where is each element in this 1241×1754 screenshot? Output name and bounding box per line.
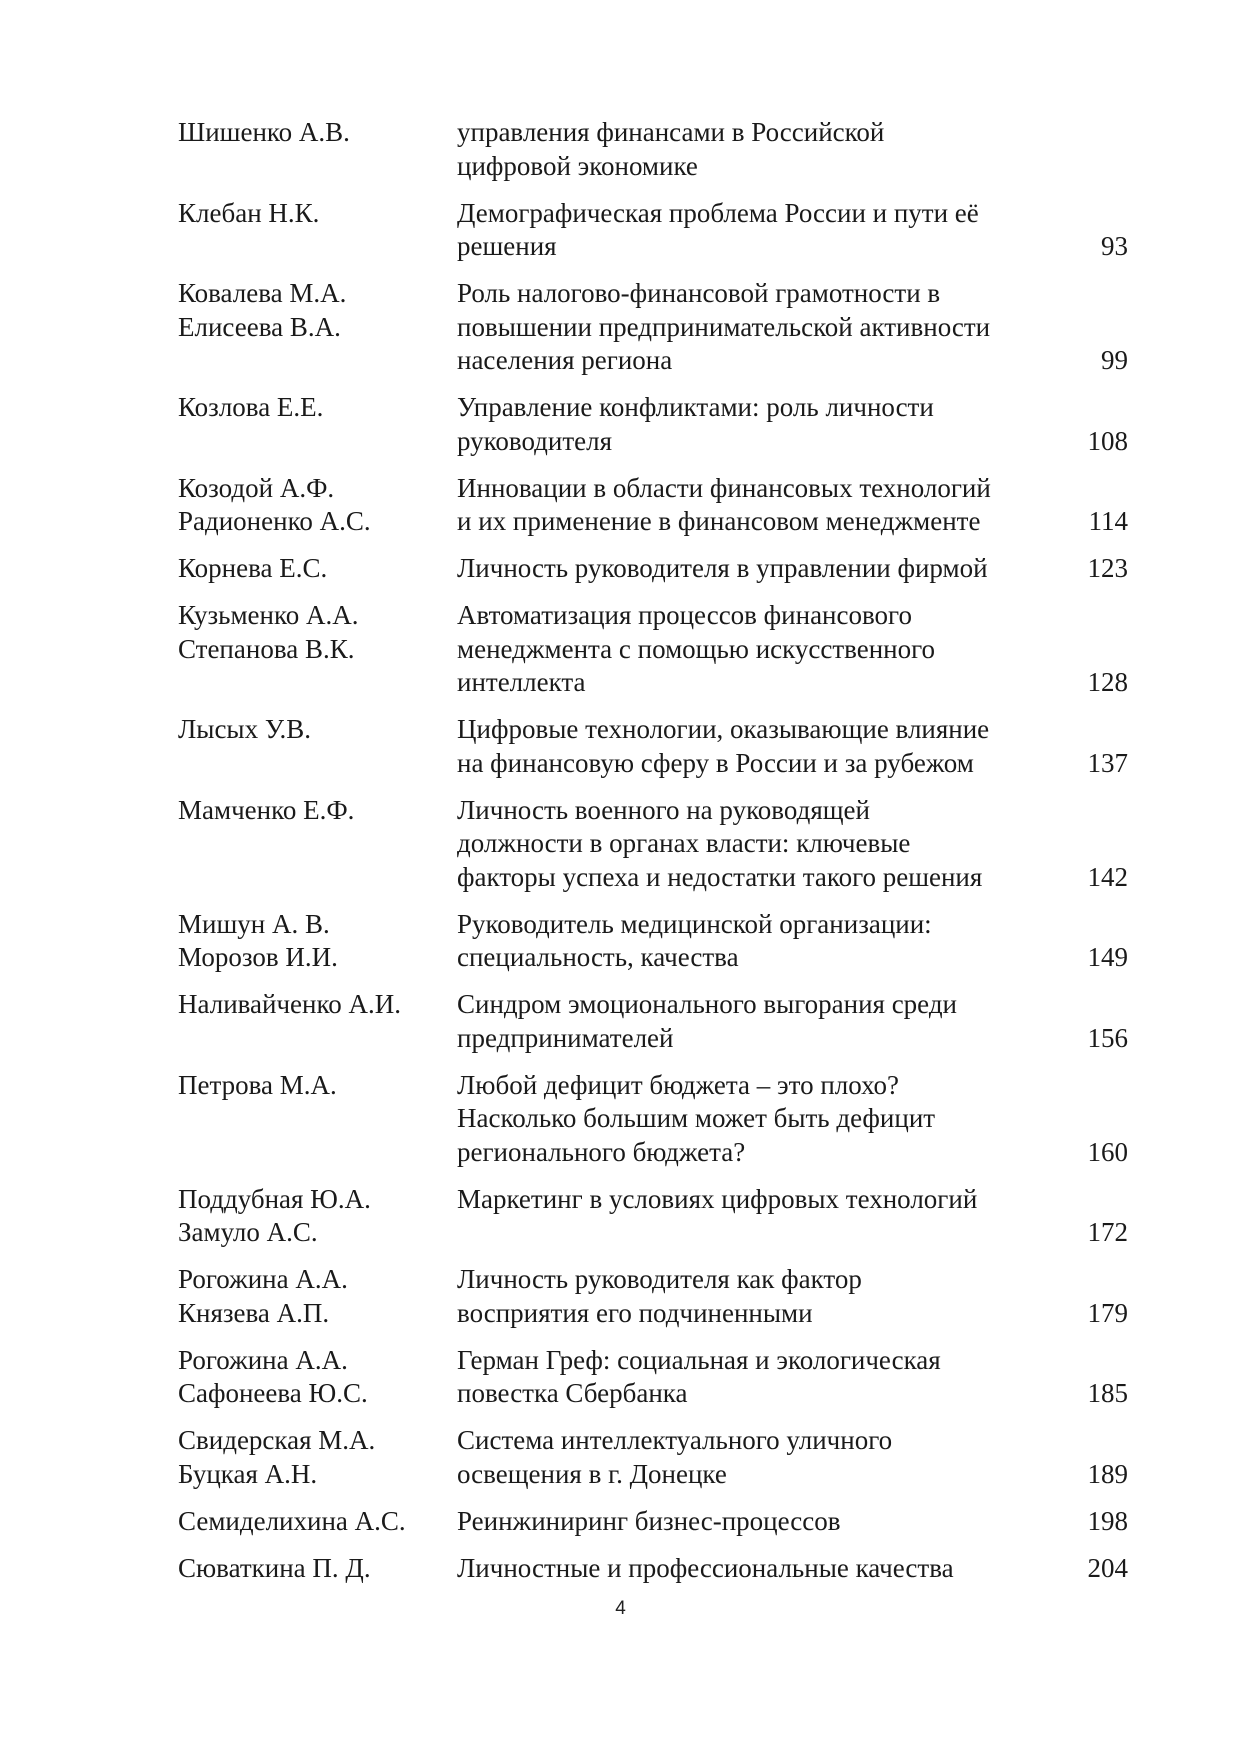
- toc-entry-title: [457, 908, 1047, 975]
- author-name: Рогожина А.А.: [178, 1264, 348, 1294]
- toc-entry: [178, 1069, 1128, 1170]
- author-name: Петрова М.А.: [178, 1069, 337, 1100]
- toc-entry-page: 114: [1088, 506, 1128, 536]
- toc-entry-title: [457, 794, 1047, 895]
- toc-entry: [178, 116, 1128, 183]
- toc-entry: [178, 197, 1128, 264]
- title-line: цифровой экономике: [457, 150, 698, 181]
- toc-entry: [178, 1183, 1128, 1250]
- author-name: Наливайченко А.И.: [178, 989, 401, 1019]
- author-name: Степанова В.К.: [178, 633, 355, 664]
- toc-entry-authors: [178, 713, 457, 747]
- toc-entry-title: [457, 988, 1047, 1055]
- toc-entry-authors: [178, 794, 457, 828]
- toc-entry-authors: [178, 1552, 457, 1586]
- author-name: Лысых У.В.: [178, 714, 312, 744]
- toc-entry-authors: [178, 1344, 457, 1411]
- author-name: Свидерская М.А.: [178, 1425, 376, 1455]
- toc-entry-title: [457, 116, 1047, 183]
- toc-entry-page: 172: [1087, 1217, 1128, 1247]
- toc-entry-page: 99: [1101, 345, 1128, 375]
- toc-entry-title: [457, 1424, 1047, 1491]
- toc-entry-title: [457, 713, 1047, 780]
- toc-entry-authors: [178, 116, 457, 150]
- toc-entry-page: 185: [1087, 1378, 1128, 1408]
- title-line: на финансовую сферу в России и за рубежом: [457, 747, 974, 778]
- toc-entry-authors: [178, 1069, 457, 1103]
- toc-entry-page: 179: [1087, 1297, 1128, 1328]
- toc-entry-page: 189: [1087, 1458, 1128, 1489]
- toc-entry: [178, 277, 1128, 378]
- toc-entry: [178, 1505, 1128, 1539]
- toc-entry-page: 93: [1101, 231, 1128, 261]
- title-line: предпринимателей: [457, 1022, 674, 1053]
- title-line: и их применение в финансовом менеджменте: [457, 506, 981, 536]
- author-name: Буцкая А.Н.: [178, 1458, 318, 1489]
- toc-entry-title: [457, 599, 1047, 700]
- toc-entry-authors: [178, 1505, 457, 1539]
- title-line: менеджмента с помощью искусственного: [457, 633, 936, 664]
- toc-entry-authors: [178, 472, 457, 539]
- toc-entry: [178, 1424, 1128, 1491]
- author-name: Сафонеева Ю.С.: [178, 1378, 368, 1408]
- toc-entry-authors: [178, 1183, 457, 1250]
- toc-entry-title: [457, 1344, 1047, 1411]
- title-line: Управление конфликтами: роль личности: [457, 392, 934, 422]
- toc-entry: [178, 794, 1128, 895]
- toc-entry-page: 108: [1087, 425, 1128, 456]
- title-line: Инновации в области финансовых технологий: [457, 472, 991, 503]
- toc-entry: [178, 988, 1128, 1055]
- toc-entry: [178, 599, 1128, 700]
- title-line: населения региона: [457, 345, 673, 375]
- title-line: руководителя: [457, 425, 613, 456]
- toc-entry-page: 123: [1087, 553, 1128, 583]
- toc-entry-authors: [178, 1263, 457, 1330]
- title-line: Цифровые технологии, оказывающие влияние: [457, 714, 990, 744]
- toc-entry-page: 142: [1087, 861, 1128, 892]
- toc-entry-authors: [178, 552, 457, 586]
- author-name: Замуло А.С.: [178, 1217, 318, 1247]
- title-line: решения: [457, 231, 557, 261]
- title-line: Маркетинг в условиях цифровых технологий: [457, 1183, 978, 1214]
- toc-entry-page: 137: [1087, 747, 1128, 778]
- title-line: восприятия его подчиненными: [457, 1297, 813, 1328]
- toc-entry-authors: [178, 599, 457, 666]
- title-line: специальность, качества: [457, 942, 739, 972]
- author-name: Кузьменко А.А.: [178, 600, 359, 630]
- author-name: Радионенко А.С.: [178, 506, 371, 536]
- title-line: Система интеллектуального уличного: [457, 1425, 893, 1455]
- title-line: повестка Сбербанка: [457, 1378, 688, 1408]
- toc-entry-authors: [178, 988, 457, 1022]
- title-line: должности в органах власти: ключевые: [457, 828, 911, 858]
- toc-entry: [178, 391, 1128, 458]
- toc-entry: [178, 552, 1128, 586]
- toc-entry-page: 156: [1087, 1022, 1128, 1053]
- title-line: регионального бюджета?: [457, 1136, 746, 1167]
- author-name: Мамченко Е.Ф.: [178, 794, 355, 825]
- title-line: Личность руководителя как фактор: [457, 1264, 862, 1294]
- author-name: Семиделихина А.С.: [178, 1505, 406, 1536]
- title-line: Любой дефицит бюджета – это плохо?: [457, 1069, 900, 1100]
- toc-entry: [178, 1344, 1128, 1411]
- author-name: Клебан Н.К.: [178, 197, 320, 228]
- title-line: управления финансами в Российской: [457, 117, 885, 147]
- toc-entry-authors: [178, 391, 457, 425]
- author-name: Козодой А.Ф.: [178, 472, 335, 503]
- toc-entry-page: 198: [1087, 1505, 1128, 1536]
- toc-entry-title: [457, 197, 1047, 264]
- toc-entry: [178, 1263, 1128, 1330]
- title-line: Роль налогово-финансовой грамотности в: [457, 278, 941, 308]
- toc-entry-authors: [178, 197, 457, 231]
- toc-entry-page: 160: [1087, 1136, 1128, 1167]
- title-line: Реинжиниринг бизнес-процессов: [457, 1505, 841, 1536]
- title-line: Герман Греф: социальная и экологическая: [457, 1344, 941, 1375]
- toc-entry-page: 128: [1087, 667, 1128, 697]
- toc-entry-title: [457, 552, 1047, 586]
- author-name: Поддубная Ю.А.: [178, 1183, 371, 1214]
- toc-entry-authors: [178, 277, 457, 344]
- title-line: интеллекта: [457, 667, 586, 697]
- title-line: Руководитель медицинской организации:: [457, 908, 932, 939]
- title-line: Личность руководителя в управлении фирмой: [457, 553, 988, 583]
- title-line: Личность военного на руководящей: [457, 794, 870, 825]
- toc-entry-authors: [178, 908, 457, 975]
- title-line: Синдром эмоционального выгорания среди: [457, 989, 958, 1019]
- title-line: Автоматизация процессов финансового: [457, 600, 912, 630]
- toc-entry: [178, 713, 1128, 780]
- title-line: Личностные и профессиональные качества: [457, 1552, 954, 1583]
- author-name: Корнева Е.С.: [178, 553, 328, 583]
- author-name: Ковалева М.А.: [178, 278, 347, 308]
- title-line: повышении предпринимательской активности: [457, 311, 991, 342]
- author-name: Мишун А. В.: [178, 908, 330, 939]
- table-of-contents: [178, 116, 1128, 1599]
- toc-entry: [178, 908, 1128, 975]
- author-name: Князева А.П.: [178, 1297, 330, 1328]
- author-name: Сюваткина П. Д.: [178, 1552, 371, 1583]
- toc-entry-title: [457, 1069, 1047, 1170]
- author-name: Козлова Е.Е.: [178, 392, 324, 422]
- toc-entry-authors: [178, 1424, 457, 1491]
- toc-entry-title: [457, 1505, 1047, 1539]
- toc-entry-title: [457, 1552, 1047, 1586]
- title-line: Насколько большим может быть дефицит: [457, 1103, 936, 1133]
- author-name: Шишенко А.В.: [178, 117, 350, 147]
- toc-entry: [178, 1552, 1128, 1586]
- toc-entry-title: [457, 391, 1047, 458]
- toc-entry-page: 204: [1087, 1552, 1128, 1583]
- toc-entry-title: [457, 1183, 1047, 1217]
- toc-entry-title: [457, 1263, 1047, 1330]
- page-number: 4: [615, 1598, 626, 1619]
- toc-entry-page: 149: [1087, 942, 1128, 972]
- author-name: Морозов И.И.: [178, 942, 338, 972]
- toc-entry: [178, 472, 1128, 539]
- toc-entry-title: [457, 277, 1047, 378]
- toc-entry-title: [457, 472, 1047, 539]
- title-line: освещения в г. Донецке: [457, 1458, 727, 1489]
- title-line: Демографическая проблема России и пути её: [457, 197, 979, 228]
- author-name: Рогожина А.А.: [178, 1344, 348, 1375]
- title-line: факторы успеха и недостатки такого решения: [457, 861, 983, 892]
- author-name: Елисеева В.А.: [178, 311, 341, 342]
